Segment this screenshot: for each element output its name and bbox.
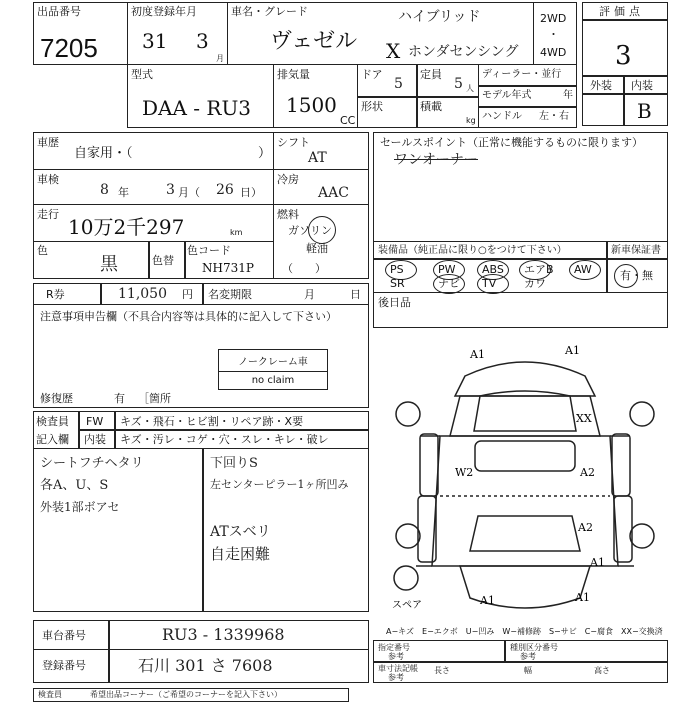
spare-wheel — [394, 566, 418, 590]
rating-overall: 3 — [615, 41, 632, 71]
inspector-label-1: 検査員 — [36, 415, 69, 428]
vehicle-grade-top: ハイブリッド — [398, 9, 481, 25]
equipment-item: AW — [574, 263, 592, 276]
vehicle-grade-x: X — [386, 39, 401, 63]
damage-label: A1 — [565, 344, 580, 357]
wheel-rear-right — [630, 524, 654, 548]
displacement-unit: CC — [340, 114, 356, 127]
inspector-fw: FW — [86, 415, 104, 428]
spec-box — [373, 640, 668, 683]
registration-month-unit: 月 — [216, 54, 224, 63]
selling-label: セールスポイント（正常に機能するものに限ります） — [380, 136, 644, 149]
fuel-gas-circle — [308, 216, 336, 244]
dealer-label: ディーラー・並行 — [482, 69, 562, 80]
inspection-year-unit: 年 — [118, 186, 129, 199]
rating-interior-label: 内装 — [631, 79, 653, 92]
equipment-item: ABS — [482, 263, 504, 276]
notes-label: 注意事項申告欄（不具合内容等は具体的に記入して下さい） — [40, 310, 337, 323]
mileage-unit: km — [230, 228, 243, 237]
equipment-item: SR — [390, 277, 405, 290]
model-label: 型式 — [131, 68, 153, 81]
car-body — [432, 436, 618, 566]
mileage-value: 10万2千297 — [68, 215, 185, 239]
selling-box — [373, 132, 668, 242]
inspection-box — [33, 169, 274, 205]
recycle-label: R券 — [46, 288, 65, 301]
recycle-unit: 円 — [182, 288, 193, 301]
spec-type-ref: 参考 — [520, 652, 536, 661]
history-label: 車歴 — [37, 136, 59, 149]
spec-height: 高さ — [594, 666, 610, 675]
vehicle-box — [227, 2, 534, 65]
repair-parts: ［箇所 — [138, 392, 171, 405]
damage-label: A1 — [575, 591, 590, 604]
aftermarket-label: 後日品 — [378, 296, 411, 309]
inspection-day: 26 — [216, 182, 234, 198]
fuel-gas: ガソリン — [288, 224, 332, 237]
history-box — [33, 132, 274, 170]
registration-month: 3 — [196, 29, 209, 53]
plate-label: 登録番号 — [42, 659, 86, 672]
fuel-paren: （ ） — [282, 262, 326, 275]
remark-line: 左センターピラー1ヶ所凹み — [210, 478, 349, 491]
remark-line: 各A、U、S — [40, 478, 109, 493]
dealer-handle-value: 左・右 — [539, 111, 569, 122]
rating-exterior-label: 外装 — [590, 79, 612, 92]
chassis-value: RU3 - 1339968 — [162, 625, 285, 644]
dealer-model-year: モデル年式 — [482, 90, 532, 101]
registration-box — [127, 2, 228, 65]
car-rear-window — [470, 516, 580, 551]
no-claim-stamp — [218, 349, 328, 390]
no-claim-stamp-top: ノークレーム車 — [219, 350, 327, 372]
inspector-label-2: 記入欄 — [36, 433, 69, 446]
recycle-value: 11,050 — [118, 286, 167, 302]
damage-label: XX — [576, 412, 592, 425]
damage-label: A2 — [580, 466, 595, 479]
inspection-label: 車検 — [37, 173, 59, 186]
recycle-month: 月 — [304, 288, 315, 301]
color-value: 黒 — [100, 254, 118, 275]
shift-value: AT — [308, 150, 327, 166]
model-value: DAA - RU3 — [142, 96, 252, 120]
dealer-box — [478, 64, 577, 128]
notes-box — [33, 304, 369, 408]
rating-interior: B — [637, 99, 652, 123]
inspector-row-2: キズ・汚レ・コゲ・穴・スレ・キレ・破レ — [120, 433, 329, 446]
fuel-diesel: 軽油 — [306, 242, 328, 255]
remark-line: 外装1部ボアセ — [40, 500, 120, 514]
recycle-box — [33, 283, 369, 305]
fuel-label: 燃料 — [277, 208, 299, 221]
capacity-unit: 人 — [466, 84, 474, 93]
spec-class-ref: 参考 — [388, 652, 404, 661]
equipment-item: PS — [390, 263, 404, 276]
inspection-day-unit: 日） — [240, 186, 262, 199]
repair-label: 修復歴 — [40, 392, 73, 405]
load-unit: kg — [466, 116, 476, 125]
dealer-handle: ハンドル — [482, 111, 522, 122]
selling-value: ワンオーナー — [394, 152, 478, 168]
equipment-item: TV — [482, 277, 497, 290]
capacity-label: 定員 — [420, 68, 442, 81]
displacement-value: 1500 — [286, 93, 337, 117]
recycle-name-change: 名変期限 — [208, 288, 252, 301]
inspector-row-1: キズ・飛石・ヒビ割・リペア跡・X要 — [120, 415, 304, 428]
doors-capacity-box — [357, 64, 479, 128]
footer-text: 希望出品コーナー（ご希望のコーナーを記入下さい） — [90, 690, 282, 699]
no-claim-stamp-bottom: no claim — [251, 375, 295, 386]
remark-line: 下回りS — [210, 456, 258, 471]
damage-label: A1 — [470, 348, 485, 361]
displacement-box — [273, 64, 358, 128]
equipment-item: エアB — [524, 263, 554, 276]
rating-box — [582, 2, 668, 126]
equipment-item-circle — [433, 274, 465, 294]
history-close: ） — [258, 146, 272, 161]
cooler-value: AAC — [318, 185, 349, 201]
registration-label: 初度登録年月 — [131, 5, 197, 18]
cooler-box — [273, 169, 369, 205]
plate-box — [33, 649, 369, 683]
car-windshield — [474, 391, 576, 431]
equipment-item: PW — [438, 263, 456, 276]
inspection-month: 3 — [166, 182, 175, 198]
color-label: 色 — [37, 244, 48, 257]
spec-class-label: 指定番号 — [378, 643, 410, 652]
equipment-item-circle — [477, 274, 509, 294]
equipment-warranty-value: 有・無 — [620, 269, 653, 282]
mileage-label: 走行 — [37, 208, 59, 221]
damage-label: W2 — [455, 466, 474, 479]
drive-box — [533, 2, 577, 65]
fuel-box — [273, 204, 369, 279]
doors-label: ドア — [361, 68, 383, 81]
damage-label: A2 — [578, 521, 593, 534]
legend: A−キズ E−エクボ U−凹み W−補修跡 S−サビ C−腐食 XX−交換済 — [386, 627, 663, 636]
model-box — [127, 64, 274, 128]
load-label: 積載 — [420, 100, 442, 113]
drive-4wd: 4WD — [540, 46, 567, 59]
vehicle-name: ヴェゼル — [270, 29, 358, 54]
shift-box — [273, 132, 369, 170]
remarks-box — [33, 448, 369, 612]
car-roof — [475, 441, 575, 471]
recycle-day: 日 — [350, 288, 361, 301]
spec-length: 長さ — [434, 666, 450, 675]
mileage-box — [33, 204, 274, 242]
repair-value: 有 — [114, 392, 125, 405]
equipment-warranty-label: 新車保証書 — [611, 245, 661, 256]
wheel-front-left — [396, 402, 420, 426]
spec-dims-ref: 参考 — [388, 673, 404, 682]
remark-line: 自走困難 — [210, 545, 271, 563]
inspection-year: 8 — [100, 182, 109, 198]
equipment-box — [373, 241, 668, 293]
spec-width: 幅 — [524, 666, 532, 675]
color-change-label: 色替 — [152, 254, 174, 267]
footer-label: 検査員 — [38, 690, 62, 699]
inspection-month-unit: 月（ — [178, 186, 200, 199]
aftermarket-box — [373, 292, 668, 328]
equipment-item: ナビ — [438, 277, 460, 290]
wheel-rear-left — [396, 524, 420, 548]
capacity-value: 5 — [454, 76, 463, 92]
spec-type-label: 種別区分番号 — [510, 643, 558, 652]
spare-label: スペア — [392, 600, 422, 611]
color-code-label: 色コード — [187, 244, 231, 257]
shape-label: 形状 — [361, 100, 383, 113]
remark-line: ATスベリ — [210, 524, 271, 540]
dealer-year-unit: 年 — [563, 90, 573, 101]
lot-label: 出品番号 — [37, 5, 81, 18]
equipment-item-circle — [569, 260, 601, 280]
drive-dot: ・ — [548, 28, 559, 41]
remark-line: シートフチヘタリ — [40, 456, 144, 471]
damage-label: A1 — [590, 556, 605, 569]
color-box — [33, 241, 274, 279]
warranty-circle — [614, 264, 638, 288]
damage-label: A1 — [480, 594, 495, 607]
lot-box — [33, 2, 128, 65]
color-code: NH731P — [202, 261, 254, 275]
wheel-front-right — [630, 402, 654, 426]
inspector-box — [33, 411, 369, 449]
shift-label: シフト — [277, 136, 310, 149]
chassis-box — [33, 620, 369, 650]
vehicle-label: 車名・グレード — [231, 5, 308, 18]
chassis-label: 車台番号 — [42, 629, 86, 642]
lot-number: 7205 — [40, 33, 98, 63]
equipment-item: カワ — [524, 277, 546, 290]
plate-value: 石川 301 さ 7608 — [138, 656, 273, 675]
rating-label: 評価点 — [599, 5, 644, 18]
spec-dims-label: 車寸法記帳 — [378, 664, 418, 673]
damage-diagram — [380, 336, 670, 626]
cooler-label: 冷房 — [277, 173, 299, 186]
inspector-nai: 内装 — [84, 433, 106, 446]
door-right-front — [612, 434, 630, 496]
equipment-label: 装備品（純正品に限り○をつけて下さい） — [378, 245, 567, 256]
drive-2wd: 2WD — [540, 12, 567, 25]
vehicle-grade-sub: ホンダセンシング — [408, 44, 519, 60]
history-value: 自家用・（ — [74, 146, 133, 161]
registration-year: 31 — [142, 29, 168, 53]
door-left-front — [420, 434, 438, 496]
displacement-label: 排気量 — [277, 68, 310, 81]
doors-value: 5 — [394, 76, 403, 92]
